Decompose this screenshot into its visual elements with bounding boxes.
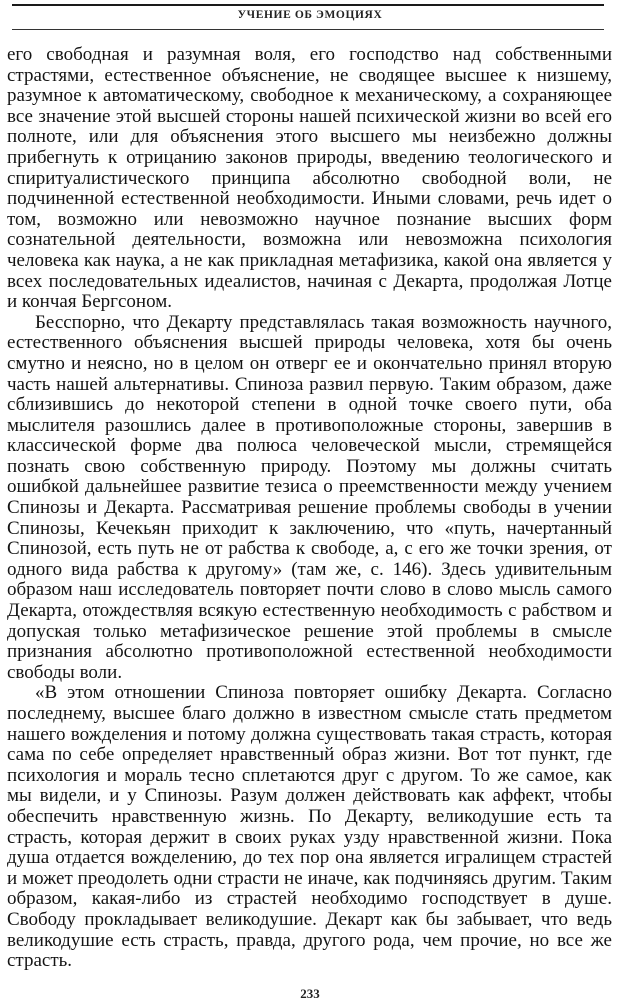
body-text	[7, 45, 612, 972]
top-rule	[12, 4, 604, 6]
running-head: УЧЕНИЕ ОБ ЭМОЦИЯХ	[237, 9, 383, 21]
header-rule	[12, 29, 604, 30]
page-number: 233	[300, 986, 320, 1001]
paragraph: Бесспорно, что Декарту представлялась такая возможность научного, естественного объяснения высшей природы человека, хотя бы очень смутно и неясно, но в целом он отверг ее и окончательно принял вторую часть нашей альтернативы. Спиноза развил первую. Таким образом, даже сблизившись до некоторой степени в одной точке своего пути, оба мыслителя разошлись далее в противоположные стороны, завершив в классической форме два полюса человеческой мысли, стремящейся познать свою собственную природу. Поэтому мы должны считать ошибкой дальнейшее развитие тезиса о преемственности между учением Спинозы и Декарта. Рассматривая решение проблемы свободы в учении Спинозы, Кечекьян приходит к заключению, что «путь, начертанный Спинозой, есть путь не от рабства к свободе, а, с его же точки зрения, от одного вида рабства к другому» (там же, с. 146). Здесь удивительным образом наш исследователь повторяет почти слово в слово мысль самого Декарта, отождествляя всякую естественную необходимость с рабством и допуская только метафизическое решение этой проблемы в смысле признания абсолютно противоположной естественной необходимости свободы воли.	[7, 311, 612, 683]
paragraph: «В этом отношении Спиноза повторяет ошибку Декарта. Согласно последнему, высшее благо должно в известном смысле стать предметом нашего вожделения и потому должна существовать такая страсть, которая сама по себе определяет нравственный образ жизни. Вот тот пункт, где психология и мораль тесно сплетаются друг с другом. То же самое, как мы видели, и у Спинозы. Разум должен действовать как аффект, чтобы обеспечить нравственную жизнь. По Декарту, великодушие есть та страсть, которая держит в своих руках узду нравственной жизни. Пока душа отдается вожделению, до тех пор она является игралищем страстей и может преодолеть одни страсти не иначе, как подчиняясь другим. Таким образом, какая-либо из страстей необходимо господствует в душе. Свободу прокладывает великодушие. Декарт как бы забывает, что ведь великодушие есть страсть, правда, другого рода, чем прочие, но все же страсть.	[7, 682, 612, 972]
paragraph: его свободная и разумная воля, его господство над собственными страстями, естественное объяснение, не сводящее высшее к низшему, разумное к автоматическому, свободное к механическому, а сохраняющее все значение этой высшей стороны нашей психической жизни во всей его полноте, или для объяснения этого высшего мы неизбежно должны прибегнуть к отрицанию законов природы, введению теологического и спиритуалистического принципа абсолютно свободной воли, не подчиненной естественной необходимости. Иными словами, речь идет о том, возможно или невозможно научное познание высших форм сознательной деятельности, возможна или невозможна психология человека как наука, а не как прикладная метафизика, какой она является у всех последовательных идеалистов, начиная с Декарта, продолжая Лотце и кончая Бергсоном.	[7, 44, 612, 313]
